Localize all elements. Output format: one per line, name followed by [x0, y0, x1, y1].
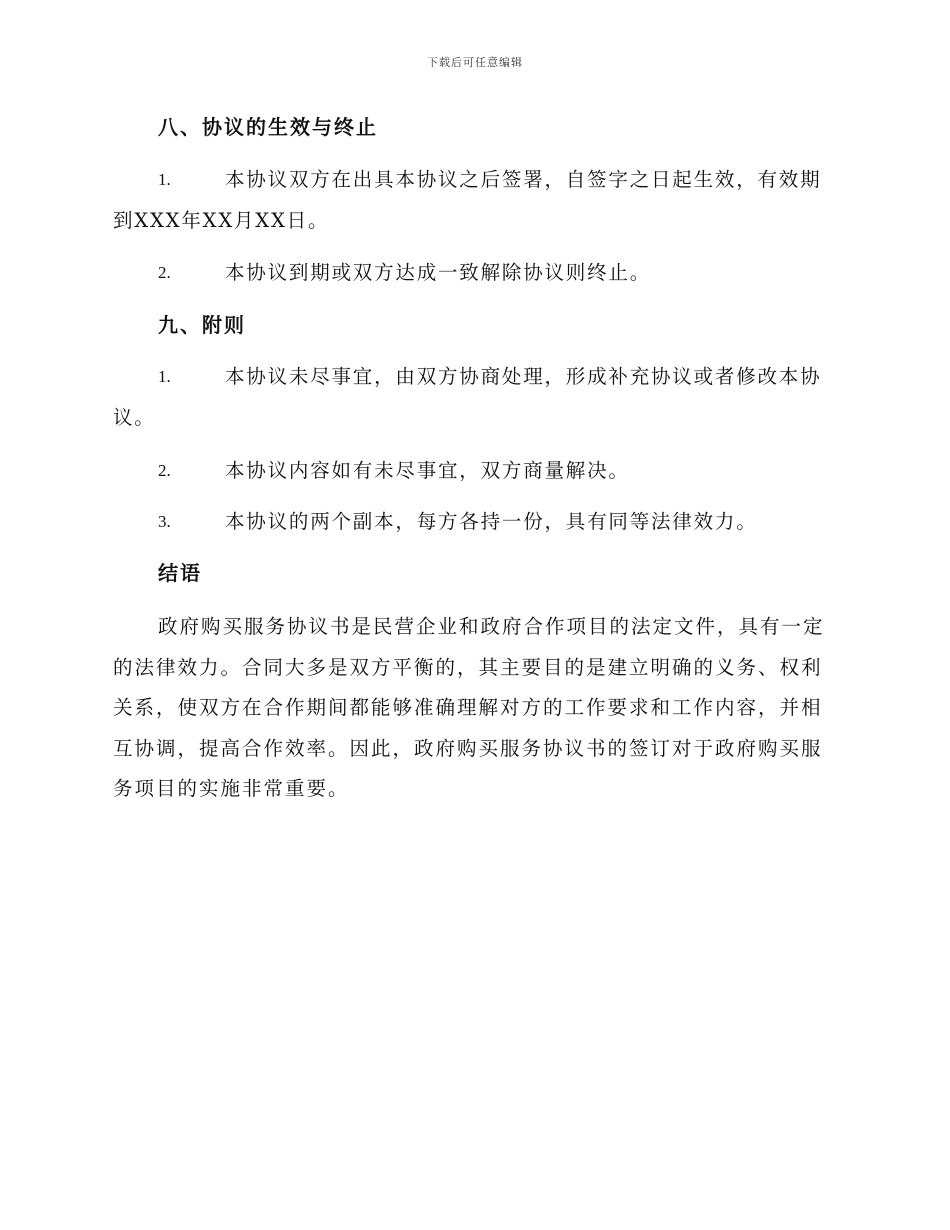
- list-item: [113, 159, 833, 241]
- list-item: [113, 356, 833, 438]
- list-item-number: 2.: [158, 263, 171, 282]
- section-heading-conclusion: 结语: [158, 561, 202, 585]
- list-item: [113, 501, 833, 542]
- section-heading-effect-termination: 八、协议的生效与终止: [158, 115, 378, 139]
- page-header: 下载后可任意编辑: [427, 56, 523, 69]
- conclusion-paragraph: 政府购买服务协议书是民营企业和政府合作项目的法定文件，具有一定的法律效力。合同大多是双方平衡的，其主要目的是建立明确的义务、权利关系，使双方在合作期间都能够准确理解对方的工作要求和工作内容，并相互协调，提高合作效率。因此，政府购买服务协议书的签订对于政府购买服务项目的实施非常重要。: [113, 615, 825, 800]
- section-heading-appendix: 九、附则: [158, 313, 246, 337]
- list-item: [113, 252, 833, 293]
- list-item: [113, 450, 833, 491]
- list-item-number: 1.: [158, 367, 171, 386]
- list-item-number: 2.: [158, 461, 171, 480]
- list-item-number: 3.: [158, 512, 171, 531]
- list-item-text: 本协议未尽事宜，由双方协商处理，形成补充协议或者修改本协议。: [113, 365, 822, 429]
- list-item-number: 1.: [158, 170, 171, 189]
- list-item-text: 本协议到期或双方达成一致解除协议则终止。: [225, 261, 652, 284]
- list-item-text: 本协议的两个副本，每方各持一份，具有同等法律效力。: [225, 510, 758, 533]
- list-item-text: 本协议内容如有未尽事宜，双方商量解决。: [225, 459, 630, 482]
- list-item-text: 本协议双方在出具本协议之后签署，自签字之日起生效，有效期到XXX年XX月XX日。: [113, 168, 822, 232]
